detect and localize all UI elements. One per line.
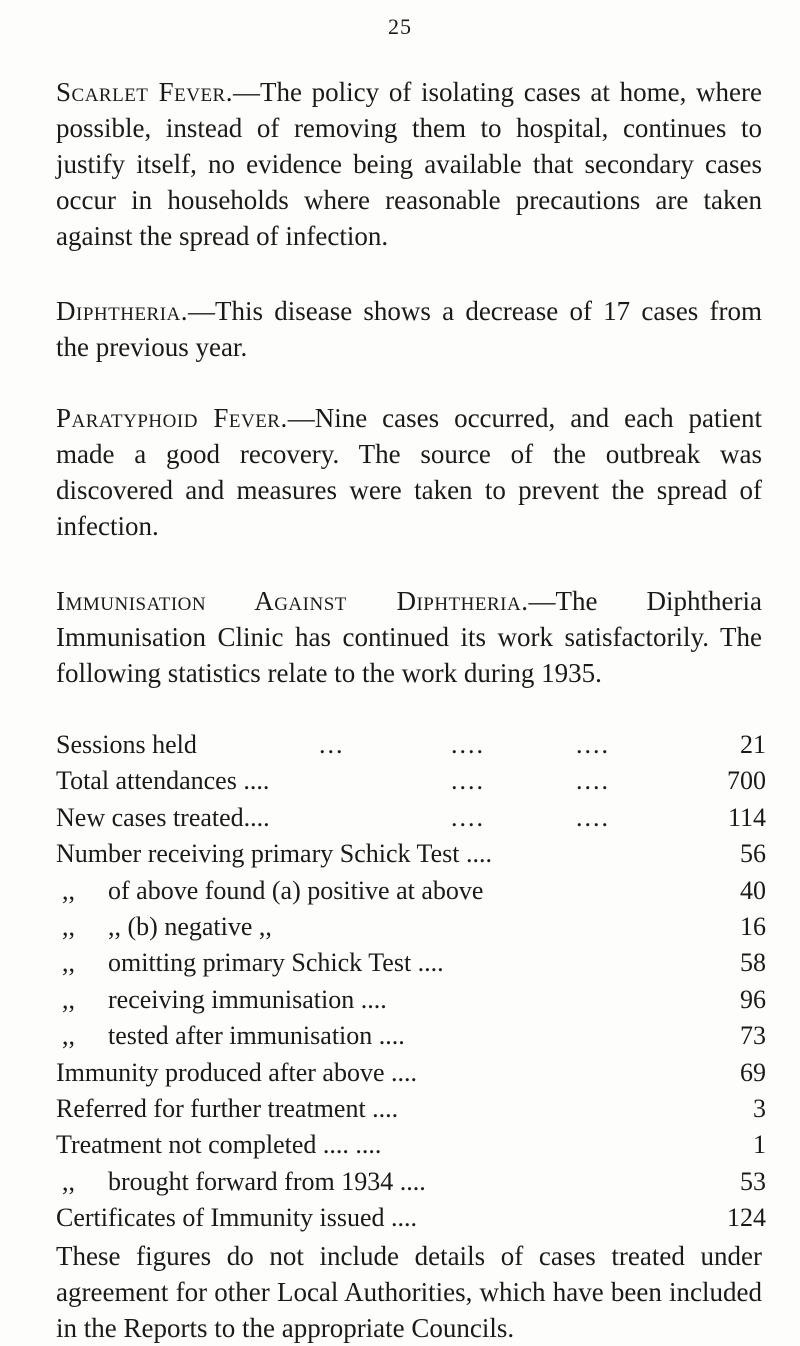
leader-dots: ...: [319, 730, 345, 759]
stat-value: 1: [753, 1130, 766, 1160]
stat-value: 96: [740, 984, 766, 1014]
stat-value: 3: [753, 1093, 766, 1123]
leader-dots: ....: [451, 802, 485, 832]
stat-value: 58: [740, 948, 766, 978]
stat-label: Sessions held: [56, 730, 197, 759]
stat-value: 69: [740, 1057, 766, 1087]
stat-label: Total attendances ....: [56, 766, 270, 796]
leader-dots: ....: [576, 766, 610, 796]
stat-label: Immunity produced after above ....: [56, 1057, 417, 1087]
diphtheria-heading: Diphtheria.: [56, 296, 189, 326]
closing-paragraph: These figures do not include details of cases treated under agreement for other Local Authorities, which have been included in the Reports to the appropriate Councils.: [56, 1241, 762, 1343]
stat-row: [56, 763, 766, 799]
stat-value: 40: [740, 875, 766, 905]
stat-value: 56: [740, 839, 766, 869]
immunisation-text: —The Diphtheria Immunisation Clinic has continued its work satisfactorily. The following statistics relate to the work during 1935.: [56, 586, 762, 688]
stat-value: 21: [740, 730, 766, 759]
stat-label: omitting primary Schick Test ....: [108, 948, 444, 978]
stat-label: Number receiving primary Schick Test ....: [56, 839, 492, 869]
stat-row: [56, 1091, 766, 1127]
stat-row: [56, 1127, 766, 1163]
ditto-mark: ,,: [62, 911, 75, 941]
stat-label: ,, (b) negative ,,: [108, 911, 272, 941]
scarlet-fever-text: —The policy of isolating cases at home, where possible, instead of removing them to hospital, continues to justify itself, no evidence being available that secondary cases occur in households where reasonable precautions are taken against the spread of infection.: [56, 77, 762, 251]
page-number: 25: [388, 14, 412, 39]
ditto-mark: ,,: [62, 1166, 75, 1196]
stat-row: [56, 873, 766, 909]
leader-dots: ....: [576, 802, 610, 832]
stat-row: [56, 1018, 766, 1054]
stat-row: [56, 836, 766, 872]
ditto-mark: ,,: [62, 1021, 75, 1051]
stat-row: [56, 1055, 766, 1091]
stat-row: [56, 800, 766, 836]
stat-value: 16: [740, 911, 766, 941]
stat-value: 114: [727, 802, 766, 832]
stat-row: [56, 1200, 766, 1236]
stat-row: [56, 1164, 766, 1200]
ditto-mark: ,,: [62, 948, 75, 978]
leader-dots: ....: [451, 730, 485, 759]
stat-label: Certificates of Immunity issued ....: [56, 1203, 418, 1233]
stat-value: 53: [740, 1166, 766, 1196]
stat-label: Referred for further treatment ....: [56, 1093, 399, 1123]
stat-value: 124: [727, 1203, 766, 1233]
diphtheria-paragraph: [56, 293, 762, 365]
leader-dots: ....: [451, 766, 485, 796]
stat-value: 700: [727, 766, 766, 796]
immunisation-heading: Immunisation Against Diphtheria.: [56, 586, 529, 616]
stat-label: tested after immunisation ....: [108, 1021, 405, 1051]
ditto-mark: ,,: [62, 875, 75, 905]
stat-row: [56, 909, 766, 945]
scarlet-fever-heading: Scarlet Fever.: [56, 77, 233, 107]
paratyphoid-text: —Nine cases occurred, and each patient made a good recovery. The source of the outbreak was discovered and measures were taken to prevent the spread of infection.: [56, 403, 762, 541]
stat-label: Treatment not completed .... ....: [56, 1130, 382, 1160]
diphtheria-text: —This disease shows a decrease of 17 cases from the previous year.: [56, 296, 762, 362]
stat-label: brought forward from 1934 ....: [108, 1166, 426, 1196]
immunisation-paragraph: [56, 583, 762, 691]
stat-label: New cases treated....: [56, 802, 270, 832]
stat-label: receiving immunisation ....: [108, 984, 387, 1014]
ditto-mark: ,,: [62, 984, 75, 1014]
paratyphoid-heading: Paratyphoid Fever.: [56, 403, 288, 433]
stat-row: [56, 982, 766, 1018]
immunisation-statistics-table: [56, 727, 766, 1236]
paratyphoid-paragraph: [56, 400, 762, 544]
stat-label: of above found (a) positive at above: [108, 875, 484, 905]
stat-row: [56, 945, 766, 981]
leader-dots: ....: [576, 730, 610, 759]
stat-row: [56, 727, 766, 763]
scarlet-fever-paragraph: [56, 74, 762, 254]
stat-value: 73: [740, 1021, 766, 1051]
